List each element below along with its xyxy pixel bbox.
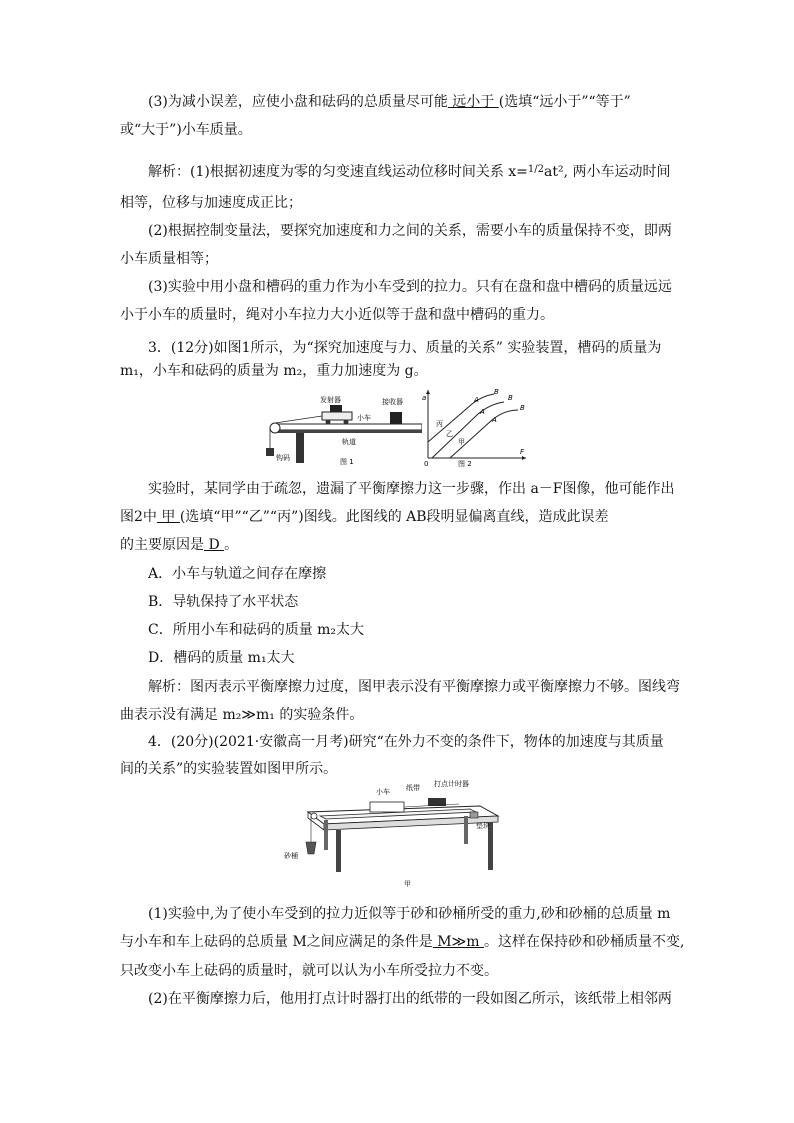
fig2-point-b2: B	[508, 394, 513, 402]
text-run: 解析：(1)根据初速度为零的匀变速直线运动位移时间关系 x=	[148, 164, 528, 180]
fig1-caption: 图 1	[340, 458, 354, 466]
fig2-point-a1: A	[474, 396, 479, 404]
answer-blank: M≫m	[432, 934, 484, 950]
text-line	[148, 678, 680, 696]
text-run: 小于小车的质量时，绳对小车拉力大小近似等于盘和盘中槽码的重力。	[120, 307, 554, 323]
text-line	[120, 508, 609, 526]
text-line	[148, 480, 675, 498]
text-run: B．导轨保持了水平状态	[148, 594, 299, 610]
text-line	[148, 905, 670, 923]
fig2-point-b1: B	[494, 388, 499, 396]
text-run: at², 两小车运动时间	[544, 164, 671, 180]
answer-blank: 甲	[156, 509, 180, 525]
text-line	[120, 962, 498, 980]
text-line	[148, 339, 661, 357]
fig2-curve-jia: 甲	[458, 438, 465, 446]
fig2-axis-y: a	[422, 394, 427, 402]
fig2-curve-yi: 乙	[446, 430, 453, 438]
text-run: A．小车与轨道之间存在摩擦	[148, 566, 327, 582]
text-line	[148, 593, 298, 611]
fig3-caption: 甲	[404, 880, 411, 888]
fig2-origin: 0	[424, 460, 429, 468]
text-run: m₁，小车和砝码的质量为 m₂，重力加速度为 g。	[120, 363, 428, 379]
text-run: 3．(12分)如图1所示，为“探究加速度与力、质量的关系” 实验装置，槽码的质量为	[148, 340, 662, 356]
text-line	[148, 990, 672, 1008]
figure-3-apparatus	[284, 776, 514, 890]
text-line	[148, 733, 664, 751]
text-run: 。	[224, 537, 239, 553]
text-run: (3)为减小误差，应使小盘和砝码的总质量尽可能	[148, 94, 448, 110]
text-line	[148, 222, 672, 240]
fig1-receiver-label: 接收器	[382, 398, 403, 406]
text-run: 小车质量相等；	[120, 251, 218, 267]
fig1-track-label: 轨道	[342, 438, 356, 446]
figure-1-apparatus	[262, 386, 422, 470]
text-line	[120, 362, 428, 380]
answer-blank: D	[204, 537, 225, 553]
fraction: 1/2	[527, 164, 544, 175]
fig3-cart-label: 小车	[376, 788, 390, 796]
text-line	[120, 706, 363, 724]
fig3-tape-label: 纸带	[406, 784, 420, 792]
text-run: 相等，位移与加速度成正比；	[120, 195, 302, 211]
text-run: (3)实验中用小盘和槽码的重力作为小车受到的拉力。只有在盘和盘中槽码的质量远远	[148, 279, 672, 295]
answer-blank: 远小于	[447, 94, 499, 110]
fig1-launcher-label: 发射器	[320, 396, 341, 404]
text-run: 解析：图丙表示平衡摩擦力过度，图甲表示没有平衡摩擦力或平衡摩擦力不够。图线弯	[148, 679, 680, 695]
text-line	[148, 161, 671, 181]
text-run: 与小车和车上砝码的总质量 M之间应满足的条件是	[120, 934, 433, 950]
fig1-cart-label: 小车	[357, 414, 371, 422]
text-run: 。这样在保持砂和砂桶质量不变,	[483, 934, 685, 950]
text-line	[120, 536, 238, 554]
text-run: 只改变小车上砝码的质量时，就可以认为小车所受拉力不变。	[120, 963, 498, 979]
text-run: 的主要原因是	[120, 537, 204, 553]
text-run: 实验时，某同学由于疏忽，遗漏了平衡摩擦力这一步骤，作出 a－F图像，他可能作出	[148, 481, 675, 497]
text-line	[120, 250, 218, 268]
text-line	[148, 621, 364, 639]
text-line	[148, 565, 326, 583]
fig3-timer-label: 打点计时器	[434, 780, 469, 788]
text-run: 间的关系”的实验装置如图甲所示。	[120, 761, 338, 777]
fig2-point-b3: B	[520, 404, 525, 412]
fig2-caption: 图 2	[458, 460, 472, 468]
text-line	[120, 933, 684, 951]
fig2-point-a3: A	[492, 416, 497, 424]
fig3-bucket-label: 砂桶	[284, 852, 298, 860]
text-run: 图2中	[120, 509, 157, 525]
text-line	[148, 649, 295, 667]
text-run: 或“大于”)小车质量。	[120, 122, 252, 138]
text-line	[120, 306, 554, 324]
text-run: (1)实验中,为了使小车受到的拉力近似等于砂和砂桶所受的重力,砂和砂桶的总质量 m	[148, 906, 671, 922]
fig2-curve-bing: 丙	[436, 420, 443, 428]
text-run: (2)根据控制变量法，要探究加速度和力之间的关系，需要小车的质量保持不变，即两	[148, 223, 672, 239]
text-run: C．所用小车和砝码的质量 m₂太大	[148, 622, 365, 638]
text-run: 曲表示没有满足 m₂≫m₁ 的实验条件。	[120, 707, 364, 723]
text-run: (选填“远小于”“等于”	[498, 94, 631, 110]
text-run: D．槽码的质量 m₁太大	[148, 650, 295, 666]
fig2-axis-x: F	[520, 448, 525, 456]
text-run: 4．(20分)(2021·安徽高一月考)研究“在外力不变的条件下，物体的加速度与其质量	[148, 734, 664, 750]
fig3-block-label: 垫块	[476, 822, 490, 830]
text-line	[120, 121, 252, 139]
text-line	[148, 93, 631, 111]
text-line	[148, 278, 672, 296]
fig2-point-a2: A	[480, 408, 485, 416]
figure-2-graph	[420, 386, 532, 470]
fig1-weight-label: 钩码	[276, 454, 290, 462]
text-run: (选填“甲”“乙”“丙”)图线。此图线的 AB段明显偏离直线，造成此误差	[179, 509, 609, 525]
text-run: (2)在平衡摩擦力后，他用打点计时器打出的纸带的一段如图乙所示，该纸带上相邻两	[148, 991, 672, 1007]
text-line	[120, 194, 302, 212]
